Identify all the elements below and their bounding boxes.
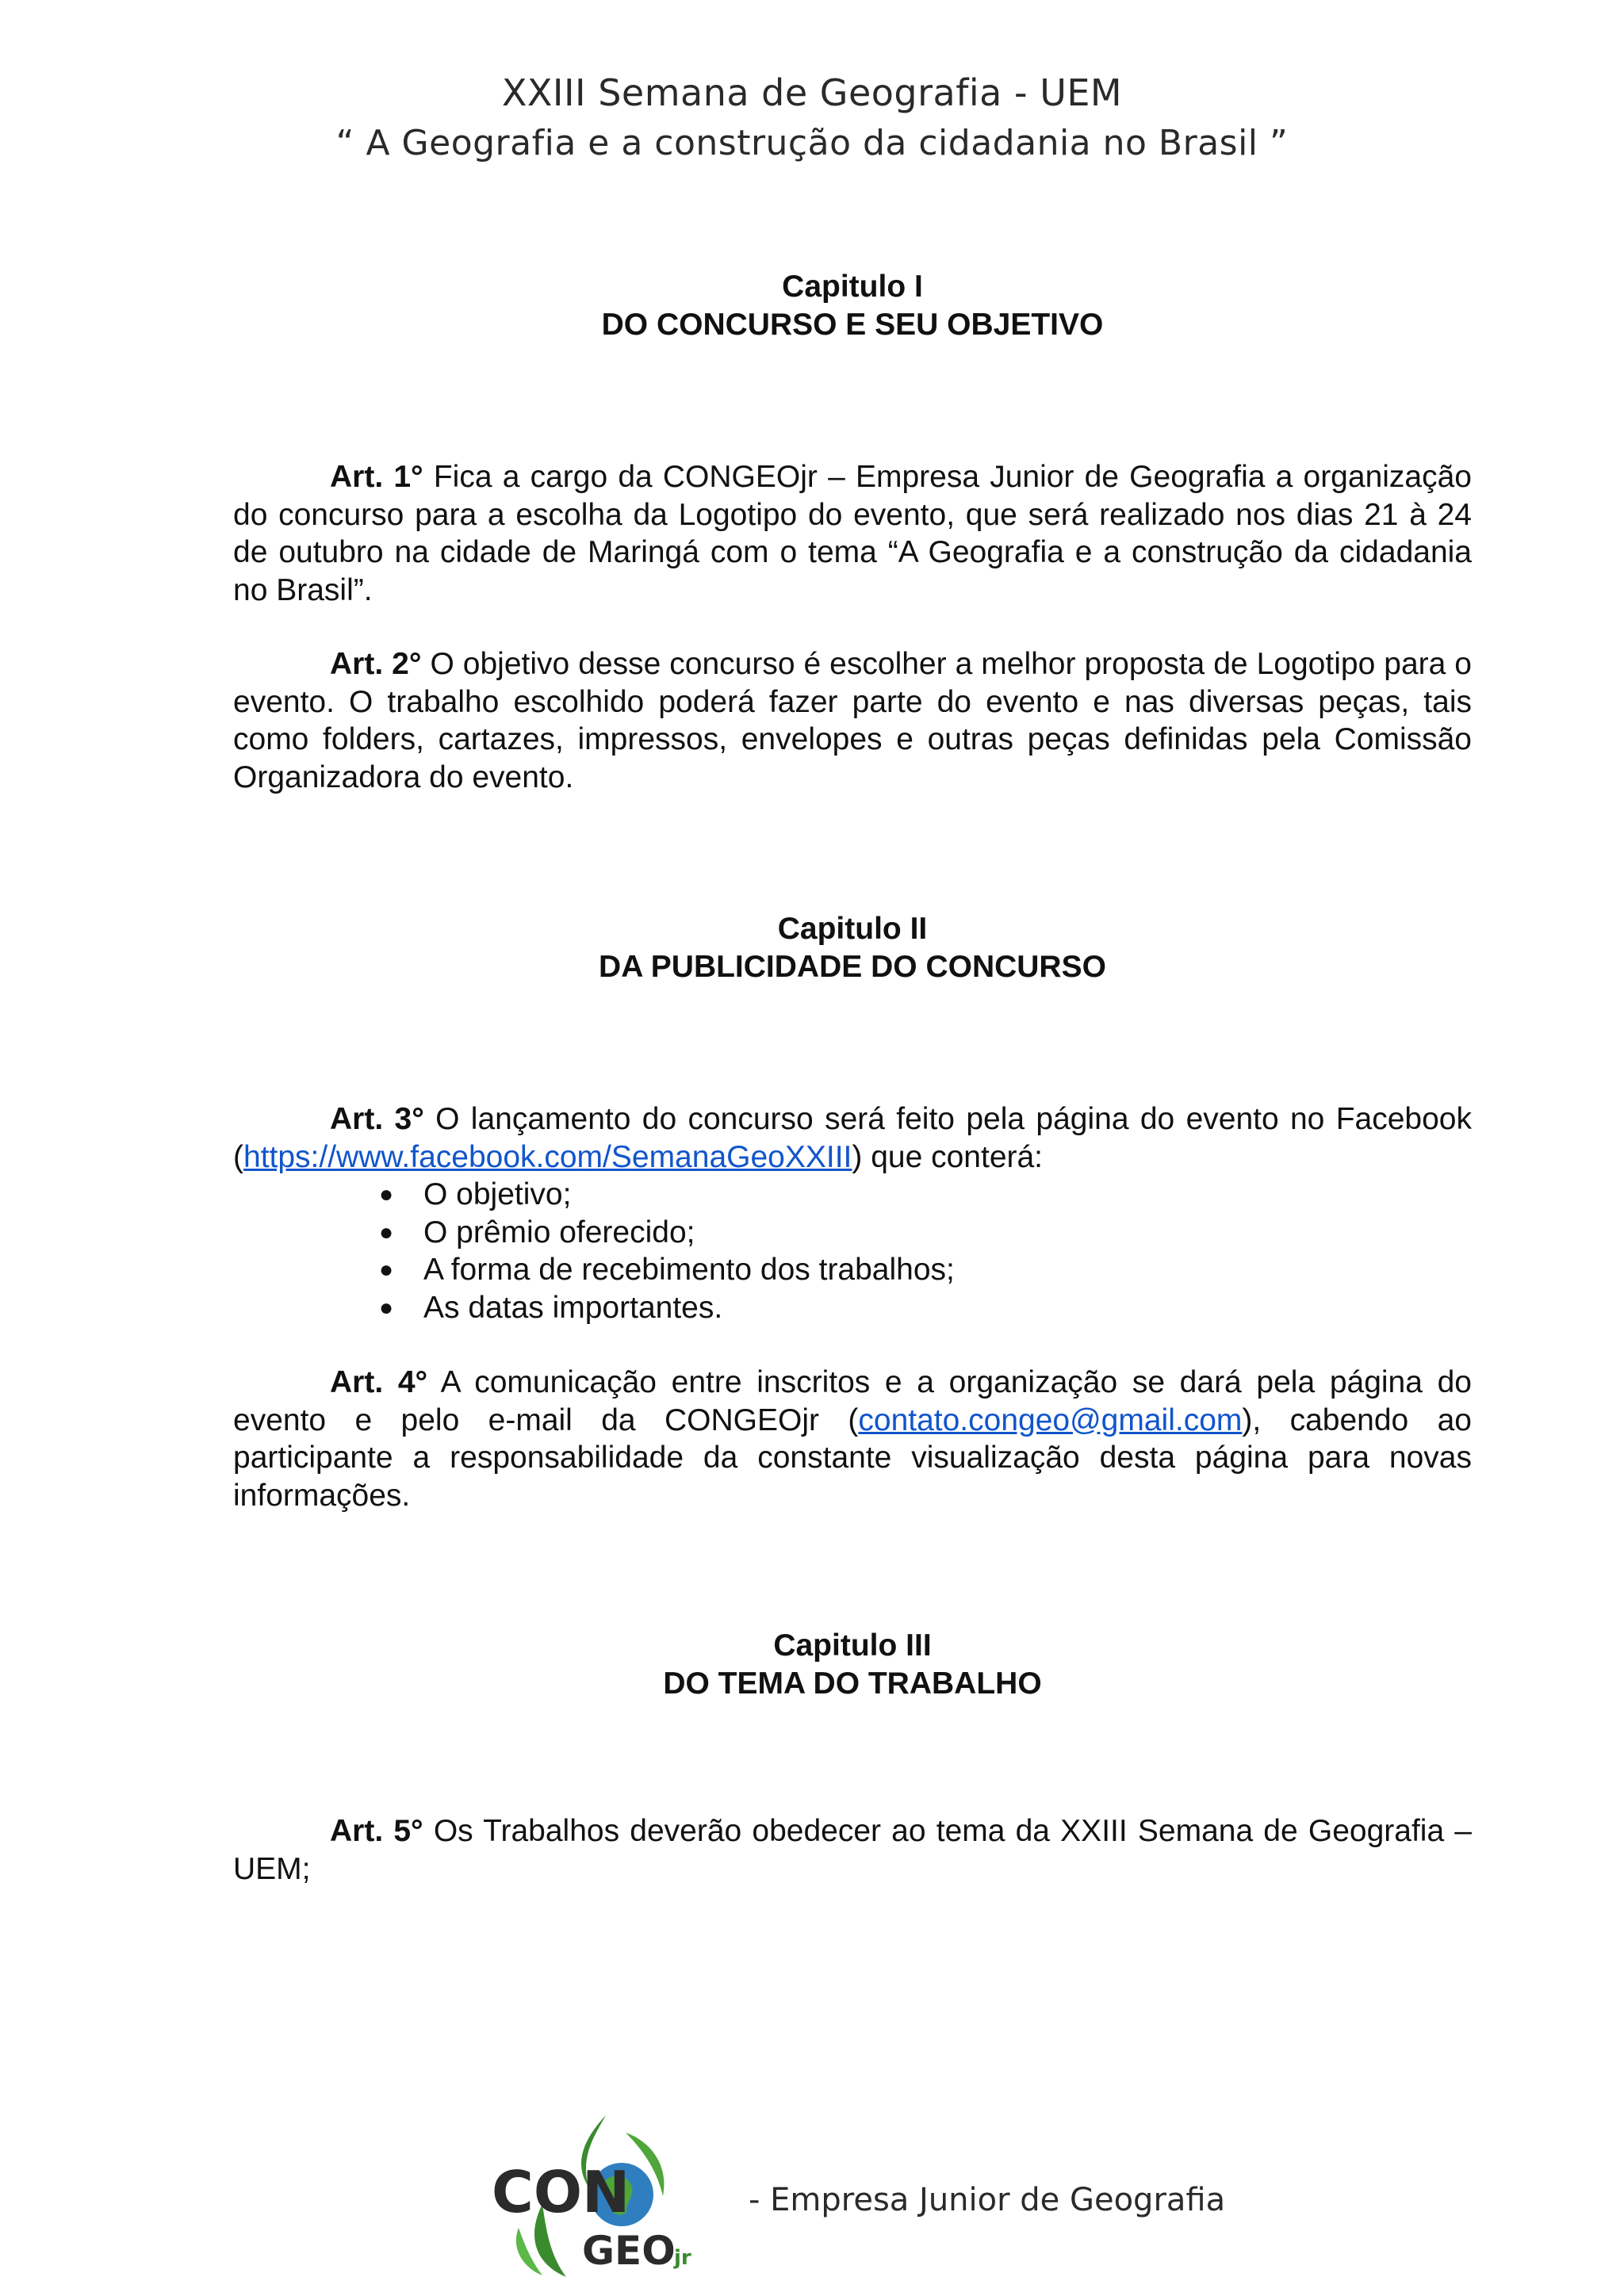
chapter-title: DO CONCURSO E SEU OBJETIVO bbox=[601, 308, 1104, 342]
list-item bbox=[376, 1176, 955, 1214]
list-item bbox=[376, 1289, 955, 1327]
article-text: Os Trabalhos deverão obedecer ao tema da XXIII Semana de Geografia – UEM; bbox=[233, 1814, 1473, 1886]
chapter-title: DA PUBLICIDADE DO CONCURSO bbox=[599, 950, 1106, 984]
facebook-link[interactable]: https://www.facebook.com/SemanaGeoXXIII bbox=[243, 1139, 852, 1174]
footer-tagline: - Empresa Junior de Geografia bbox=[749, 2182, 1226, 2218]
chapter-1-heading bbox=[233, 268, 1472, 344]
chapter-number: Capitulo I bbox=[782, 270, 923, 304]
list-item-text: A forma de recebimento dos trabalhos; bbox=[423, 1253, 955, 1287]
article-3 bbox=[233, 1100, 1472, 1176]
email-link[interactable]: contato.congeo@gmail.com bbox=[858, 1402, 1243, 1437]
article-3-list bbox=[376, 1176, 955, 1326]
page-header bbox=[0, 67, 1624, 168]
article-label: Art. 1° bbox=[330, 460, 423, 494]
bullet-icon: ● bbox=[379, 1181, 394, 1207]
chapter-2-heading bbox=[233, 910, 1472, 986]
svg-text:GEO: GEO bbox=[582, 2228, 676, 2274]
svg-text:jr: jr bbox=[674, 2246, 691, 2270]
article-1 bbox=[233, 458, 1472, 609]
list-item-text: As datas importantes. bbox=[423, 1290, 723, 1325]
list-item-text: O objetivo; bbox=[423, 1177, 572, 1211]
article-text: A comunicação entre inscritos e a organização se dará pela página do evento e pelo e-mail da CONGEOjr ( bbox=[233, 1365, 1472, 1437]
list-item bbox=[376, 1214, 955, 1252]
svg-text:CON: CON bbox=[492, 2159, 630, 2225]
event-theme: “ A Geografia e a construção da cidadania no Brasil ” bbox=[335, 123, 1289, 163]
article-text: ), cabendo ao participante a responsabilidade da constante visualização desta página para novas informações. bbox=[233, 1402, 1472, 1513]
article-label: Art. 3° bbox=[330, 1102, 424, 1136]
article-label: Art. 5° bbox=[330, 1814, 423, 1848]
article-2 bbox=[233, 645, 1472, 796]
list-item-text: O prêmio oferecido; bbox=[423, 1215, 695, 1249]
article-text: Fica a cargo da CONGEOjr – Empresa Junior de Geografia a organização do concurso para a escolha da Logotipo do evento, que será realizado nos dias 21 à 24 de outubro na cidade de Maringá com o tema “A Geografia e a construção da cidadania no Brasil”. bbox=[233, 460, 1472, 607]
page-footer bbox=[487, 2109, 1280, 2283]
bullet-icon: ● bbox=[379, 1294, 394, 1321]
congeo-logo bbox=[487, 2109, 725, 2283]
event-title: XXIII Semana de Geografia - UEM bbox=[501, 71, 1123, 114]
article-label: Art. 4° bbox=[330, 1365, 428, 1399]
chapter-number: Capitulo II bbox=[777, 912, 928, 946]
bullet-icon: ● bbox=[379, 1219, 394, 1246]
article-text: ) que conterá: bbox=[852, 1139, 1044, 1174]
list-item bbox=[376, 1251, 955, 1289]
chapter-title: DO TEMA DO TRABALHO bbox=[663, 1667, 1042, 1701]
article-text: O lançamento do concurso será feito pela página do evento no Facebook ( bbox=[233, 1102, 1472, 1174]
article-4 bbox=[233, 1364, 1472, 1514]
chapter-3-heading bbox=[233, 1627, 1472, 1703]
chapter-number: Capitulo III bbox=[773, 1628, 932, 1663]
article-5 bbox=[233, 1812, 1472, 1888]
article-label: Art. 2° bbox=[330, 647, 422, 681]
article-text: O objetivo desse concurso é escolher a melhor proposta de Logotipo para o evento. O trabalho escolhido poderá fazer parte do evento e nas diversas peças, tais como folders, cartazes, impressos, envelopes e outras peças definidas pela Comissão Organizadora do evento. bbox=[233, 647, 1472, 794]
bullet-icon: ● bbox=[379, 1257, 394, 1283]
